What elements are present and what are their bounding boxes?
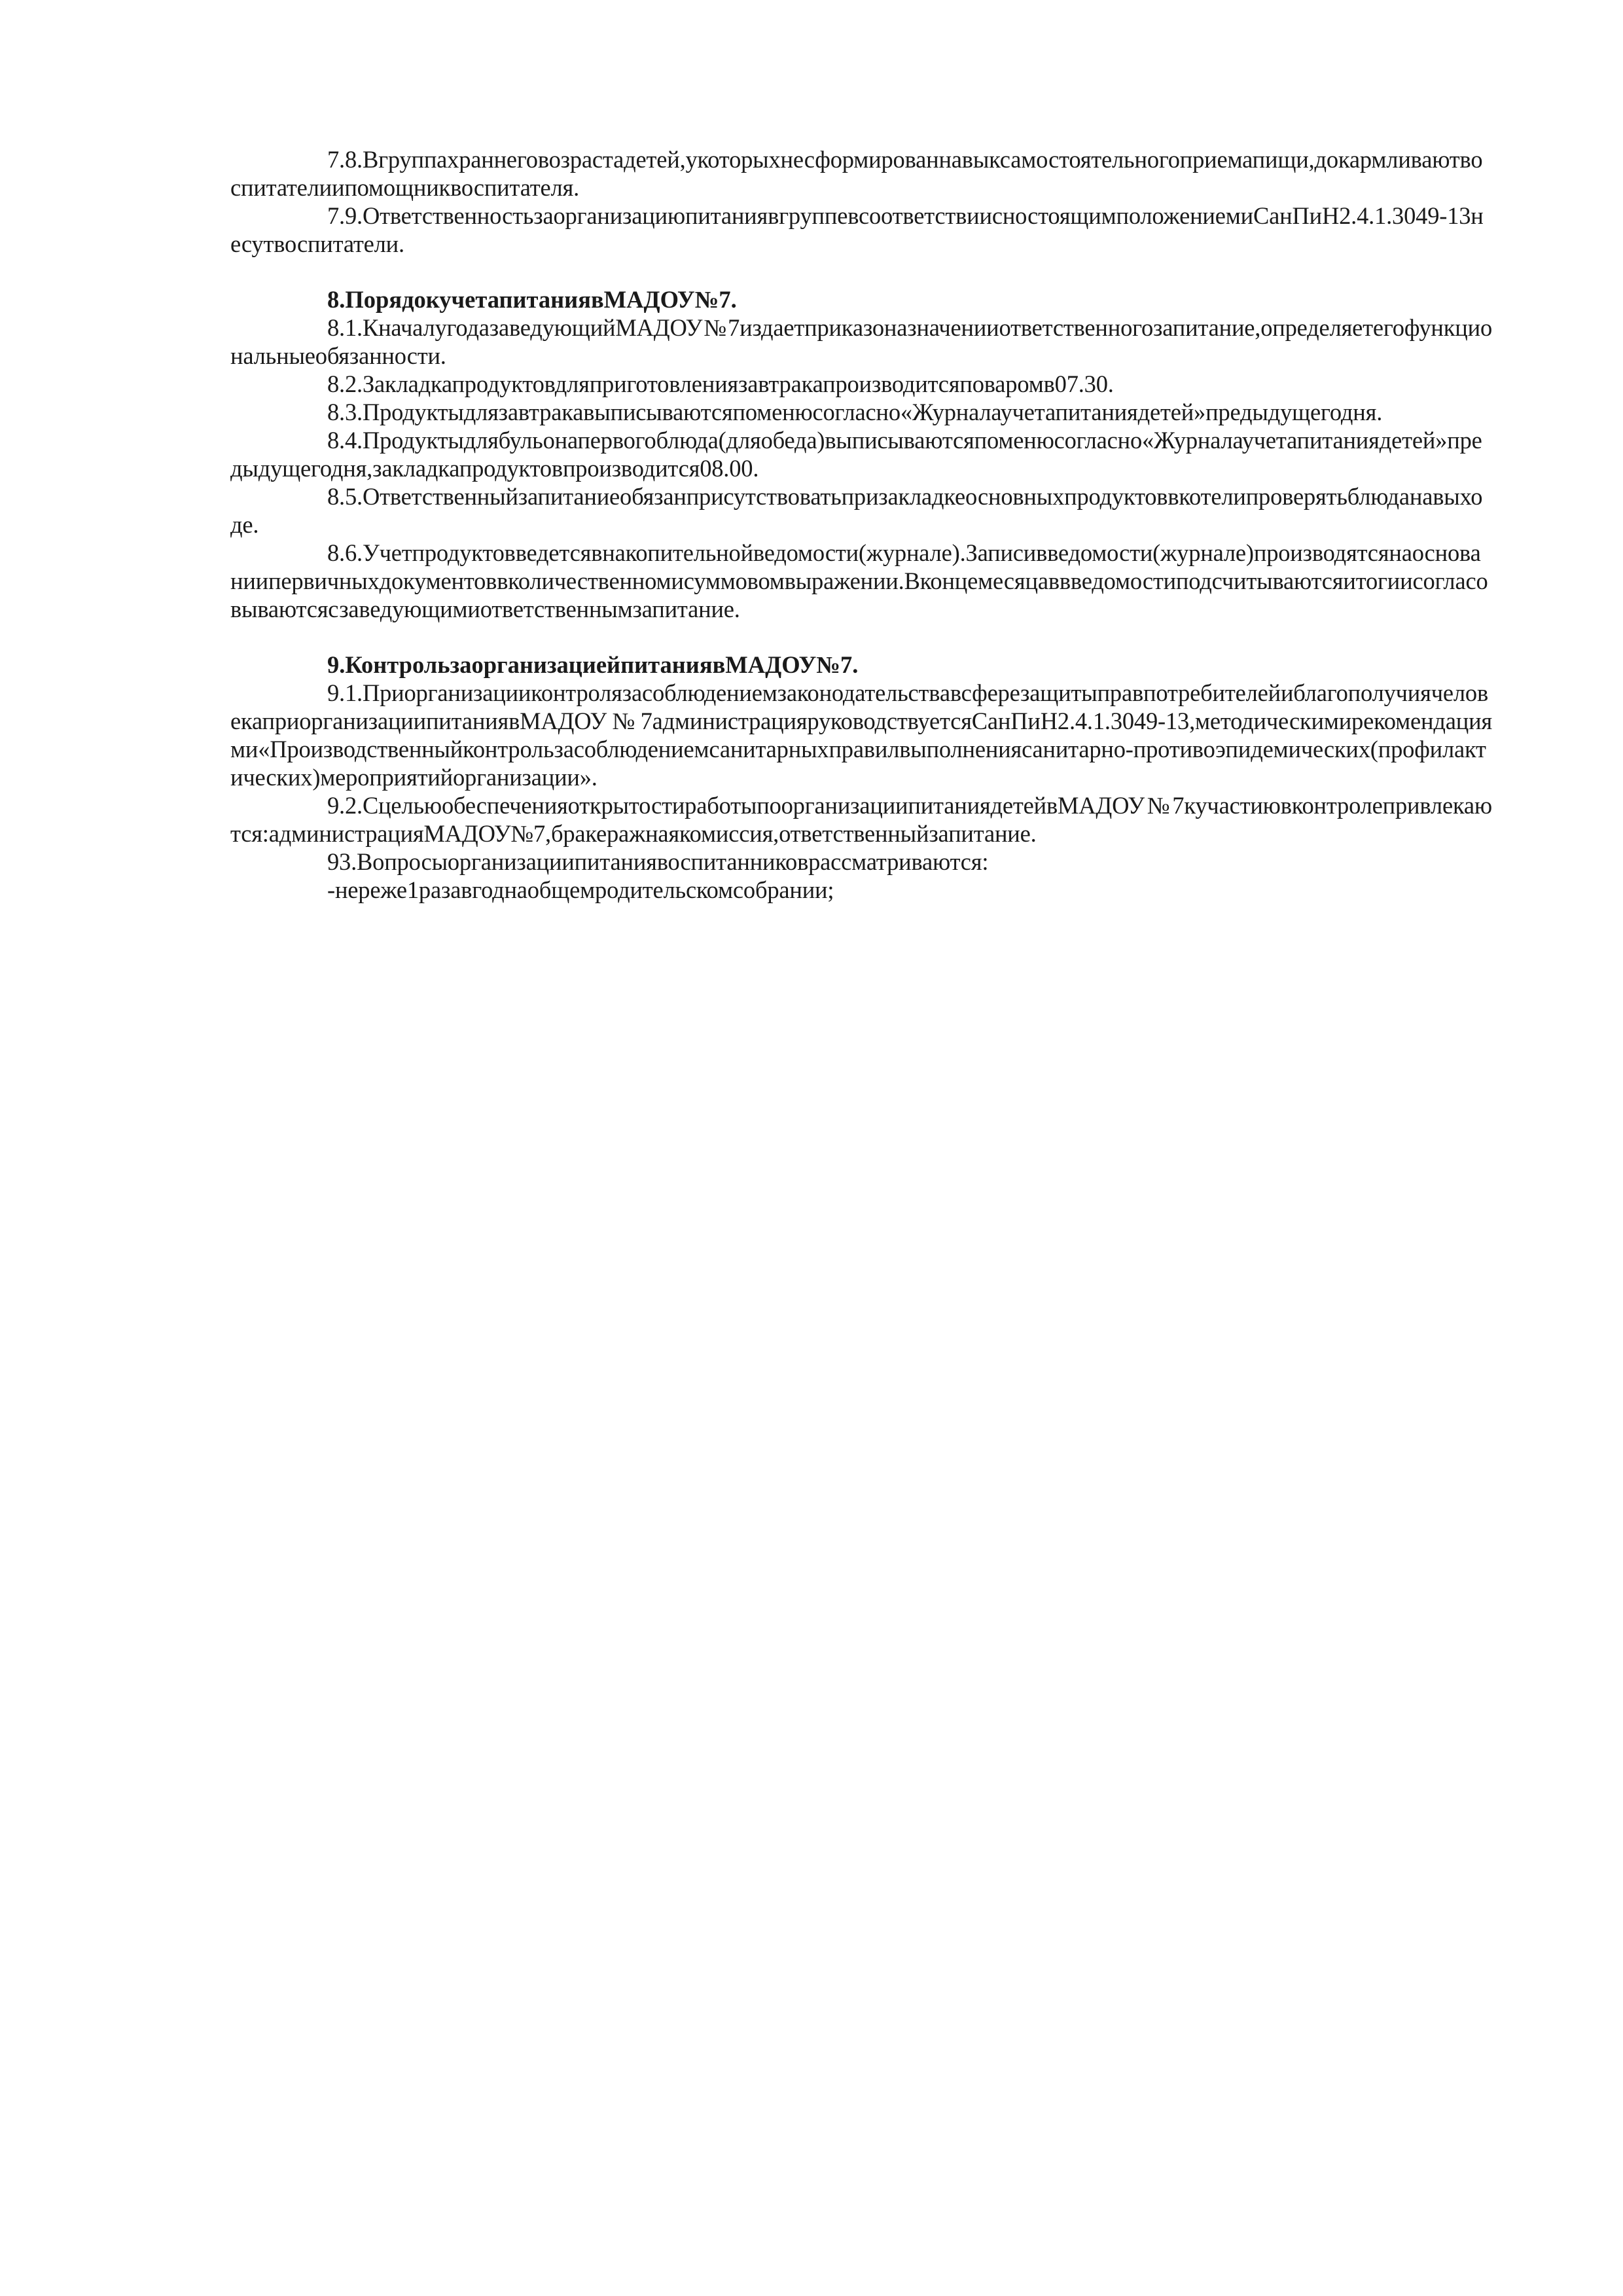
paragraph-8-4: 8.4.Продуктыдлябульонапервогоблюда(дляобеда)выписываютсяпоменюсогласно«Журналаучетапитаниядетей»предыдущегодня,закладкапродуктовпроизводится08.00. (230, 427, 1482, 482)
paragraph-8-5: 8.5.Ответственныйзапитаниеобязанприсутствоватьпризакладкеосновныхпродуктоввкотелипроверятьблюданавыходе. (230, 483, 1483, 538)
paragraph-8-1: 8.1.КначалугодазаведующийМАДОУ№7издаетприказоназначенииответственногозапитание,определяетегофункциональныеобязанности. (230, 314, 1492, 369)
paragraph-9-2: 9.2.СцельюобеспеченияоткрытостиработыпоорганизациипитаниядетейвМАДОУ№7кучастиювконтролепривлекаются:администрацияМАДОУ№7,бракеражнаякомиссия,ответственныйзапитание. (230, 792, 1492, 847)
paragraph-8-3: 8.3.Продуктыдлязавтракавыписываютсяпоменюсогласно«Журналаучетапитаниядетей»предыдущегодня. (327, 399, 1383, 425)
section-heading-9: 9.КонтрользаорганизациейпитаниявМАДОУ№7. (327, 651, 859, 678)
paragraph-8-6: 8.6.Учетпродуктовведетсявнакопительнойведомости(журнале).Записивведомости(журнале)производятсянаоснованиипервичныхдокументоввколичественномисуммовомвыражении.Вконцемесяцаввведомостиподсчитываютсяитогиисогласовываютсясзаведующимиответственнымзапитание. (230, 539, 1488, 622)
paragraph-9-1: 9.1.ПриорганизацииконтролязасоблюдениемзаконодательствавсферезащитыправпотребителейиблагополучиячеловекаприорганизациипитаниявМАДОУ№7администрацияруководствуетсяСанПиН2.4.1.3049-13,методическимирекомендациями«Производственныйконтрользасоблюдениемсанитарныхправилвыполнениясанитарно-противоэпидемических(профилактических)мероприятийорганизации». (230, 679, 1492, 791)
document-body (230, 145, 1492, 904)
paragraph-8-2: 8.2.Закладкапродуктовдляприготовлениязавтракапроизводитсяповаромв07.30. (327, 370, 1114, 397)
section-heading-8: 8.ПорядокучетапитаниявМАДОУ№7. (327, 286, 737, 313)
paragraph-7-9: 7.9.ОтветственностьзаорганизациюпитаниявгруппевсоответствиисностоящимположениемиСанПиН2.4.1.3049-13несутвоспитатели. (230, 202, 1484, 257)
section-gap (230, 623, 1492, 651)
paragraph-9-3-item: -нереже1разавгоднаобщемродительскомсобрании; (327, 876, 834, 903)
paragraph-7-8: 7.8.Вгруппахраннеговозрастадетей,укоторыхнесформированнавыксамостоятельногоприемапищи,докармливаютвоспитателиипомощниквоспитателя. (230, 146, 1483, 201)
paragraph-9-3: 93.Вопросыорганизациипитаниявоспитанниковрассматриваются: (327, 848, 989, 875)
section-gap (230, 258, 1492, 285)
